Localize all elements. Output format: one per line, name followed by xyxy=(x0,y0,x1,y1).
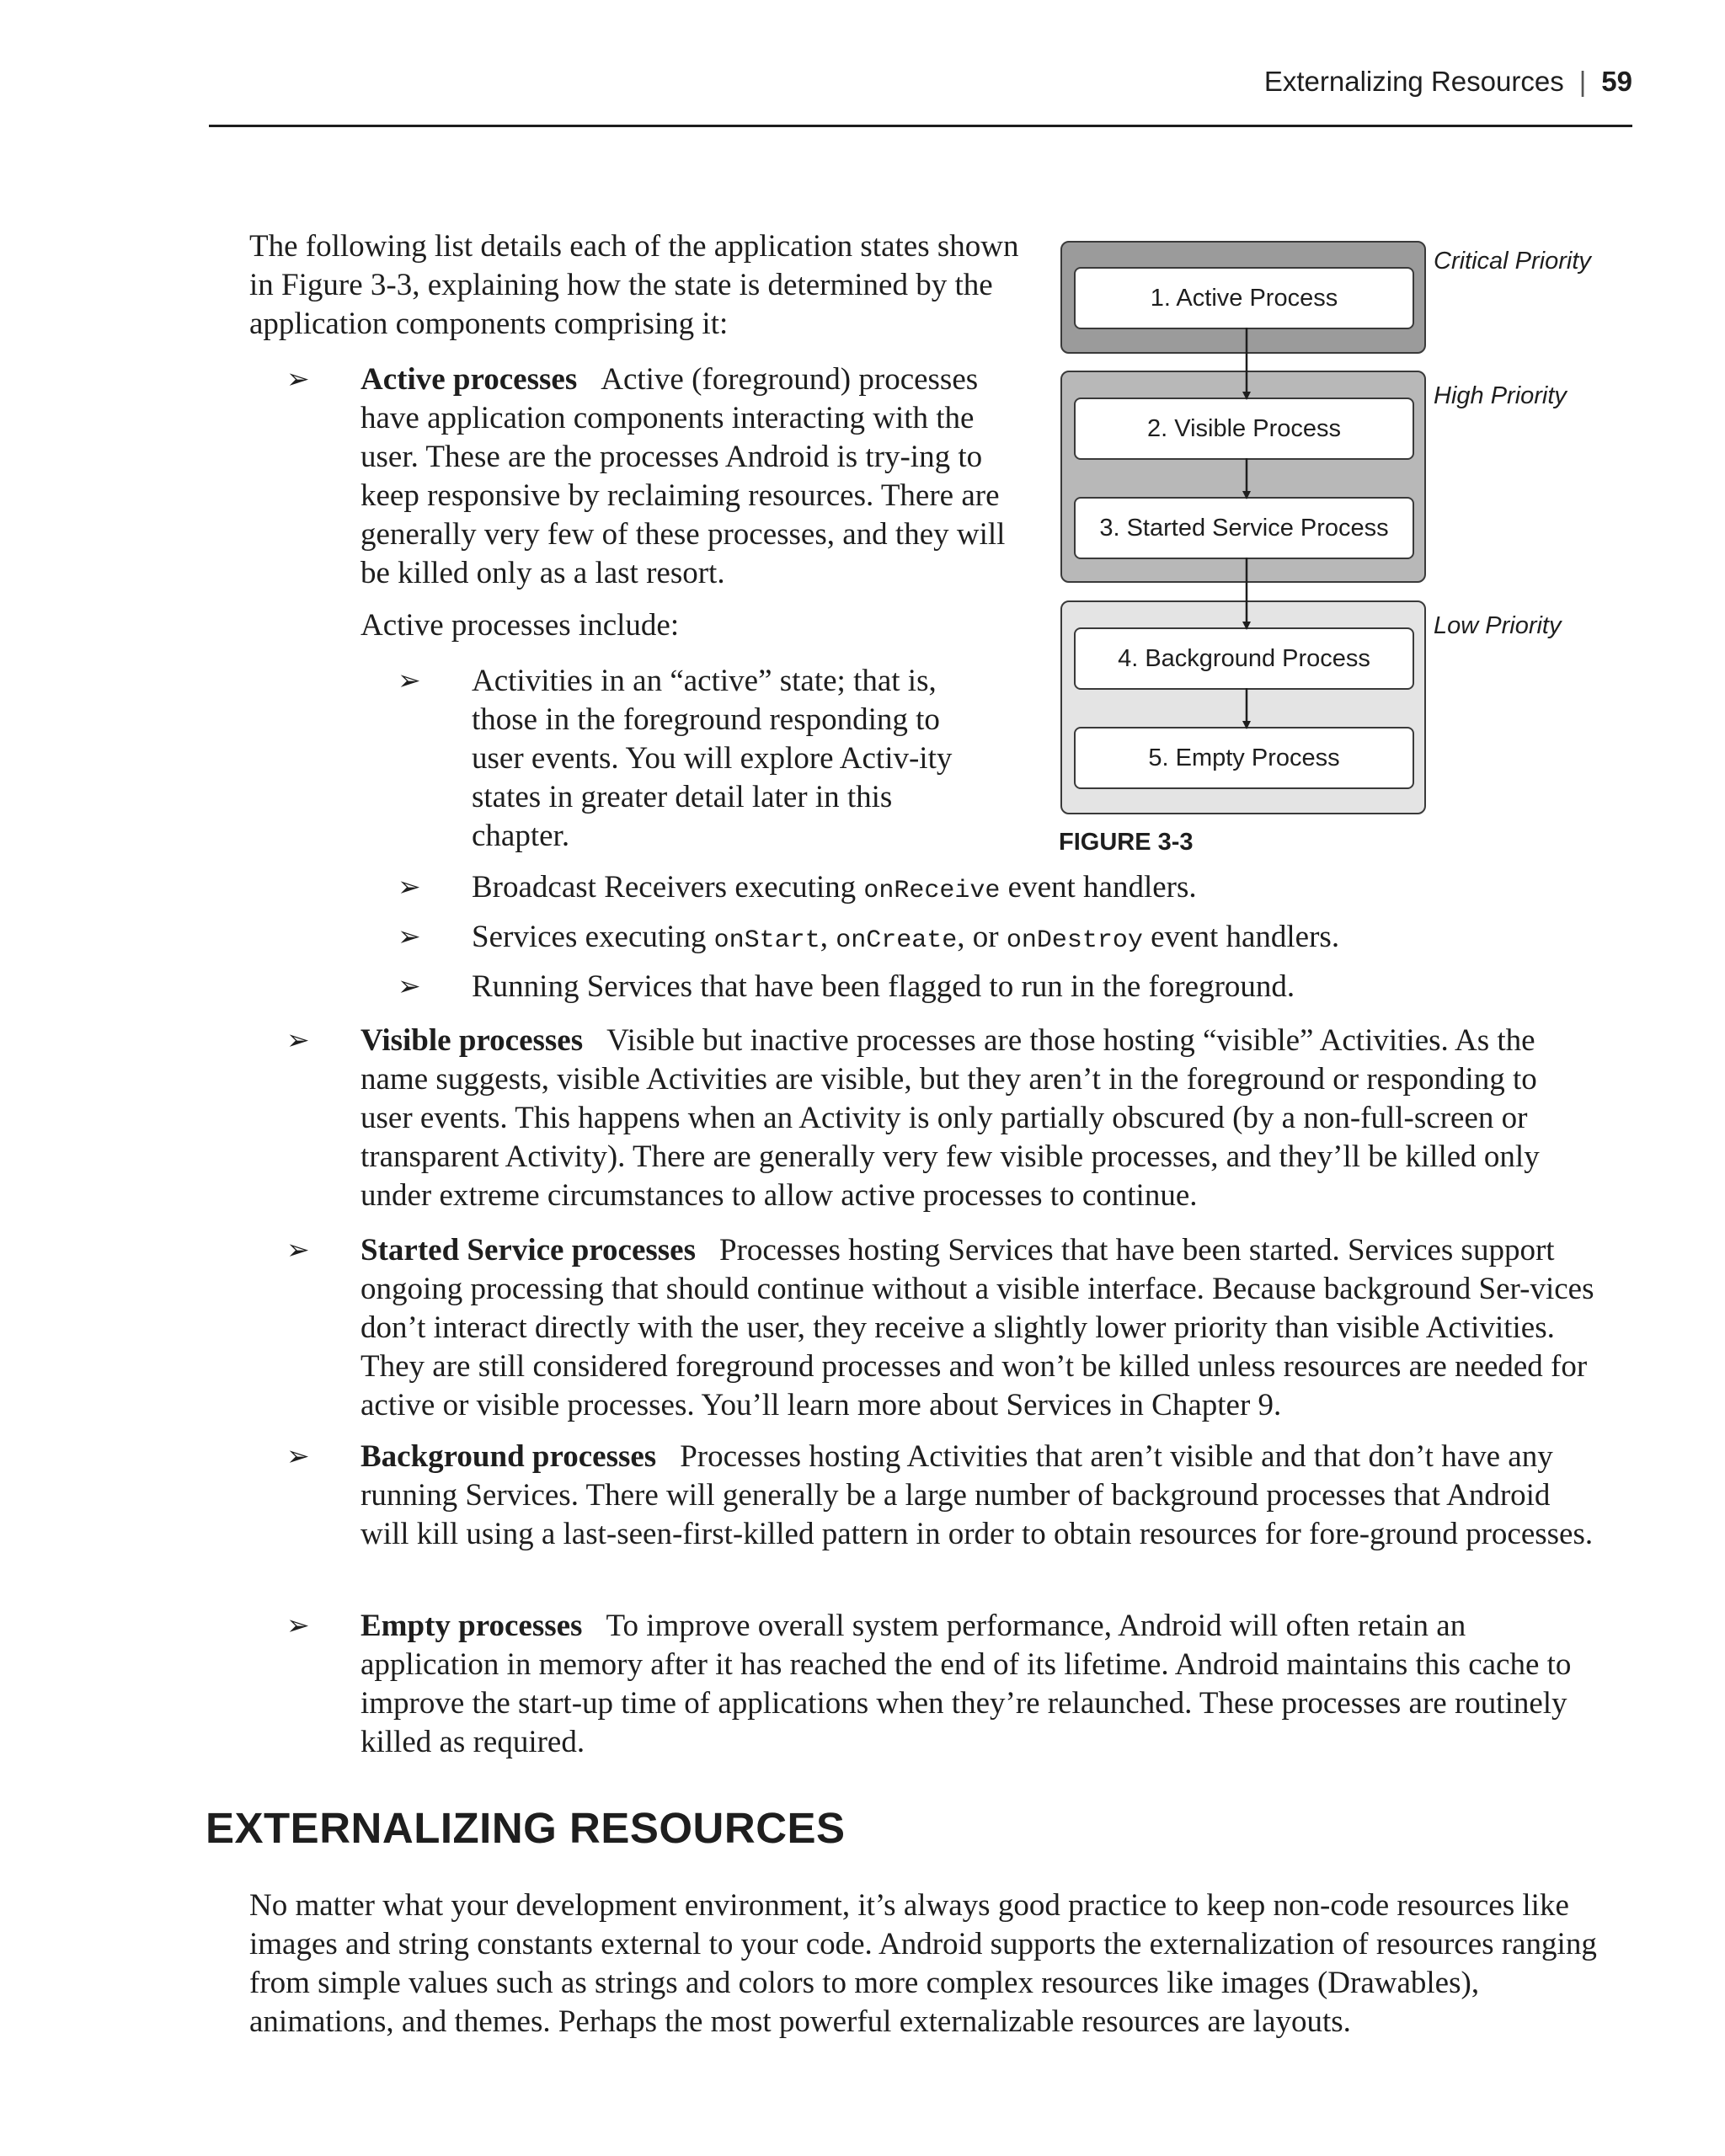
section-paragraph: No matter what your development environment, it’s always good practice to keep non-code resources like images and string constants external to your code. Android supports the externalization of resources ranging from simple values such as strings and colors to more complex resources like images (Drawables), animations, and themes. Perhaps the most powerful externalizable resources are layouts. xyxy=(249,1888,1597,2039)
label-critical-priority: Critical Priority xyxy=(1434,248,1591,275)
item-visible-processes xyxy=(360,1022,1594,1215)
term-active-processes: Active processes xyxy=(360,362,578,397)
code-oncreate: onCreate xyxy=(836,926,958,955)
header-separator: | xyxy=(1578,66,1587,97)
bullet-background: ➢ xyxy=(286,1442,310,1472)
term-started-service-processes: Started Service processes xyxy=(360,1233,696,1267)
code-onstart: onStart xyxy=(713,926,820,955)
bullet-sub3: ➢ xyxy=(398,922,421,953)
text-visible-processes: Visible but inactive processes are those hosting “visible” Activities. As the name suggests, visible Activities are visible, but they aren’t in the foreground or responding to user events. This happens when an Activity is only partially obscured (by a non-full-screen or transparent Activity). There are generally very few visible processes, and they’ll be killed only under extreme circumstances to allow active processes to continue. xyxy=(360,1023,1540,1213)
process-box-active: 1. Active Process xyxy=(1074,267,1414,329)
active-include-lead: Active processes include: xyxy=(360,608,680,643)
sub3-mid1: , xyxy=(820,920,836,954)
figure-caption: FIGURE 3-3 xyxy=(1059,829,1194,856)
text-empty-processes: To improve overall system performance, Android will often retain an application in memory after it has reached the end of its lifetime. Android maintains this cache to improve the start-up time of applications when they’re relaunched. These processes are routinely killed as required. xyxy=(360,1609,1572,1759)
sub3-mid2: , or xyxy=(957,920,1007,954)
process-box-empty: 5. Empty Process xyxy=(1074,727,1414,789)
term-empty-processes: Empty processes xyxy=(360,1609,583,1643)
item-empty-processes xyxy=(360,1607,1594,1762)
text-active-processes: Active (foreground) processes have application components interacting with the user. These are the processes Android is try-ing to keep responsive by reclaiming resources. There are generally very few of these processes, and they will be killed only as a last resort. xyxy=(360,362,1006,590)
bullet-started: ➢ xyxy=(286,1235,310,1266)
sub2-pre: Broadcast Receivers executing xyxy=(472,870,864,905)
figure-arrows xyxy=(0,0,1725,842)
item-background-processes xyxy=(360,1438,1594,1554)
bullet-active: ➢ xyxy=(286,365,310,395)
process-box-started-service: 3. Started Service Process xyxy=(1074,497,1414,559)
bullet-empty: ➢ xyxy=(286,1611,310,1641)
process-box-background: 4. Background Process xyxy=(1074,627,1414,690)
sub-item-broadcast-receivers xyxy=(472,868,1651,910)
bullet-sub1: ➢ xyxy=(398,666,421,696)
text-started-service-processes: Processes hosting Services that have been started. Services support ongoing processing that should continue without a visible interface. Because background Ser-vices don’t interact directly with the user, they receive a slightly lower priority than visible Activities. They are still considered foreground processes and won’t be killed unless resources are needed for active or visible processes. You’ll learn more about Services in Chapter 9. xyxy=(360,1233,1594,1422)
section-heading: EXTERNALIZING RESOURCES xyxy=(206,1804,846,1852)
code-onreceive: onReceive xyxy=(863,877,1001,905)
label-low-priority: Low Priority xyxy=(1434,612,1562,639)
label-high-priority: High Priority xyxy=(1434,382,1567,409)
term-visible-processes: Visible processes xyxy=(360,1023,584,1058)
sub3-post: event handlers. xyxy=(1142,920,1340,954)
header-section-title: Externalizing Resources xyxy=(1263,66,1564,97)
item-started-service-processes xyxy=(360,1231,1594,1425)
bullet-sub4: ➢ xyxy=(398,972,421,1002)
process-box-visible: 2. Visible Process xyxy=(1074,398,1414,460)
sub-item-services xyxy=(472,918,1651,960)
intro-paragraph: The following list details each of the application states shown in Figure 3-3, explaining how the state is determined by the application components comprising it: xyxy=(249,229,1019,341)
page-number: 59 xyxy=(1601,66,1632,97)
bullet-visible: ➢ xyxy=(286,1026,310,1056)
sub2-post: event handlers. xyxy=(1000,870,1197,905)
text-background-processes: Processes hosting Activities that aren’t visible and that don’t have any running Services. There will generally be a large number of background processes that Android will kill using a last-seen-first-killed pattern in order to obtain resources for fore-ground processes. xyxy=(360,1439,1594,1551)
sub-item-foreground-services: Running Services that have been flagged to run in the foreground. xyxy=(472,969,1295,1004)
code-ondestroy: onDestroy xyxy=(1006,926,1143,955)
term-background-processes: Background processes xyxy=(360,1439,657,1474)
sub-item-activities: Activities in an “active” state; that is, those in the foreground responding to user events. You will explore Activ-ity states in greater detail later in this chapter. xyxy=(472,664,953,853)
sub3-pre: Services executing xyxy=(472,920,714,954)
bullet-sub2: ➢ xyxy=(398,873,421,903)
